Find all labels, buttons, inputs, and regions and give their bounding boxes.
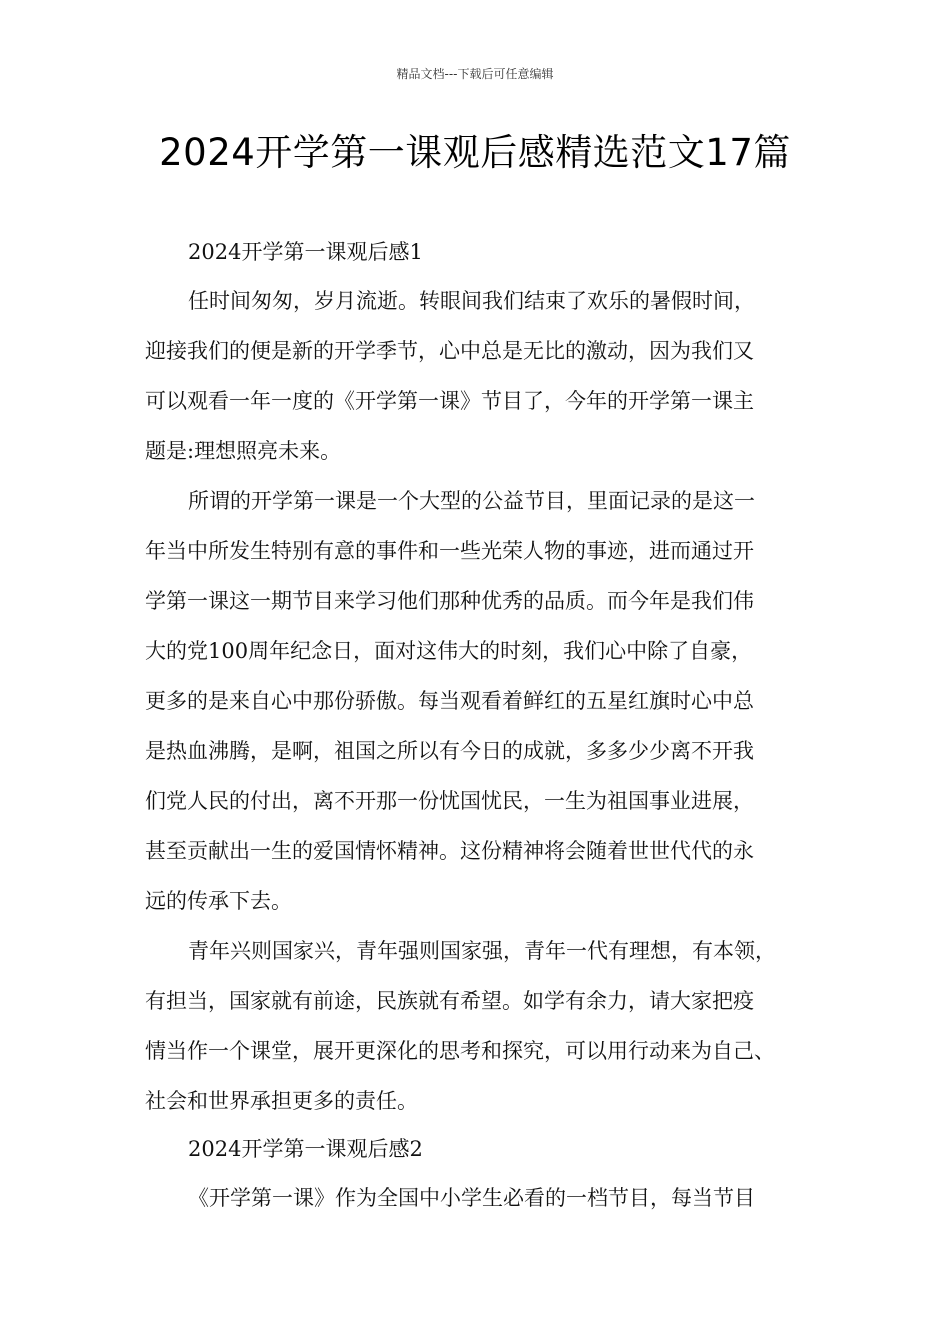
text-line: 年当中所发生特别有意的事件和一些光荣人物的事迹，进而通过开 <box>145 539 754 563</box>
section-heading: 2024开学第一课观后感2 <box>188 1137 423 1161</box>
text-line: 可以观看一年一度的《开学第一课》节目了，今年的开学第一课主 <box>145 389 754 413</box>
document-body <box>145 229 813 1223</box>
text-line: 青年兴则国家兴，青年强则国家强，青年一代有理想，有本领， <box>188 939 776 963</box>
text-line: 更多的是来自心中那份骄傲。每当观看着鲜红的五星红旗时心中总 <box>145 689 754 713</box>
paragraph <box>145 1173 813 1223</box>
paragraph <box>145 926 813 1126</box>
text-line: 们党人民的付出，离不开那一份忧国忧民，一生为祖国事业进展， <box>145 789 754 813</box>
text-line: 题是:理想照亮未来。 <box>145 439 342 463</box>
text-line: 远的传承下去。 <box>145 889 292 913</box>
text-line: 甚至贡献出一生的爱国情怀精神。这份精神将会随着世世代代的永 <box>145 839 754 863</box>
text-line: 大的党100周年纪念日，面对这伟大的时刻，我们心中除了自豪， <box>145 639 753 663</box>
paragraph <box>145 476 813 926</box>
text-line: 情当作一个课堂，展开更深化的思考和探究，可以用行动来为自己、 <box>145 1039 775 1063</box>
text-line: 有担当，国家就有前途，民族就有希望。如学有余力，请大家把疫 <box>145 989 754 1013</box>
text-line: 任时间匆匆，岁月流逝。转眼间我们结束了欢乐的暑假时间， <box>188 289 755 313</box>
text-line: 是热血沸腾，是啊，祖国之所以有今日的成就，多多少少离不开我 <box>145 739 754 763</box>
text-line: 学第一课这一期节目来学习他们那种优秀的品质。而今年是我们伟 <box>145 589 754 613</box>
section-heading: 2024开学第一课观后感1 <box>188 240 423 264</box>
text-line: 社会和世界承担更多的责任。 <box>145 1089 418 1113</box>
text-line: 迎接我们的便是新的开学季节，心中总是无比的激动，因为我们又 <box>145 339 754 363</box>
document-title: 2024开学第一课观后感精选范文17篇 <box>159 131 791 174</box>
page-header-note: 精品文档---下载后可任意编辑 <box>396 67 554 81</box>
text-line: 《开学第一课》作为全国中小学生必看的一档节目，每当节目 <box>188 1186 755 1210</box>
text-line: 所谓的开学第一课是一个大型的公益节目，里面记录的是这一 <box>188 489 755 513</box>
paragraph <box>145 276 813 476</box>
